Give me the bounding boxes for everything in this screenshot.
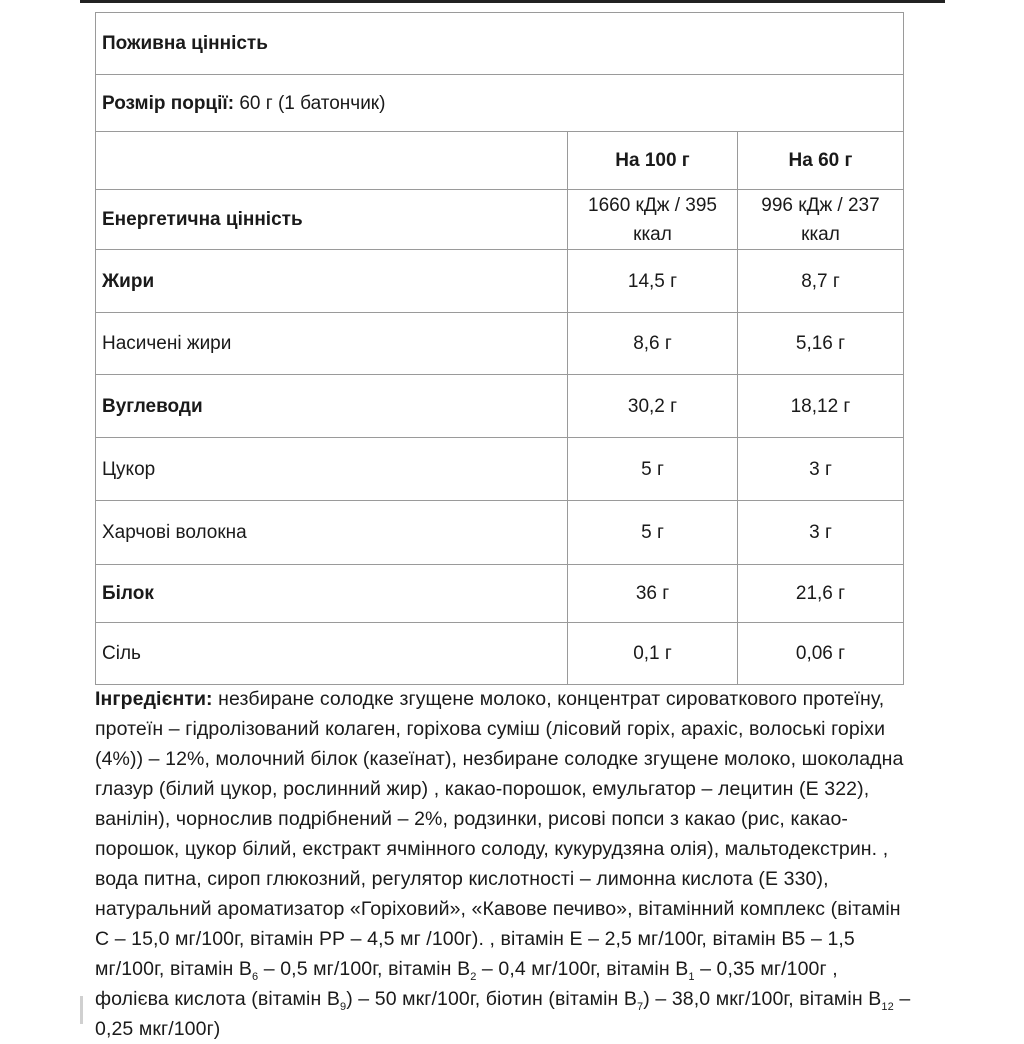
nutrient-per60: 3 г xyxy=(738,438,904,501)
ingredients-text xyxy=(95,684,915,1044)
nutrient-per60: 0,06 г xyxy=(738,623,904,685)
top-border xyxy=(80,0,945,3)
table-row xyxy=(96,623,904,685)
nutrient-per100: 30,2 г xyxy=(568,375,738,438)
nutrient-name: Вуглеводи xyxy=(96,375,568,438)
ingredients-part: – 0,4 мг/100г, вітамін В xyxy=(476,958,689,980)
nutrient-name: Харчові волокна xyxy=(96,501,568,565)
nutrient-per100: 36 г xyxy=(568,565,738,623)
serving-size xyxy=(96,75,904,132)
nutrient-per60: 18,12 г xyxy=(738,375,904,438)
subscript: 6 xyxy=(252,970,259,983)
table-row xyxy=(96,190,904,250)
ingredients-part: – 0,25 мкг/100г) xyxy=(95,988,911,1040)
serving-value: 60 г (1 батончик) xyxy=(234,92,386,114)
nutrient-per100: 5 г xyxy=(568,438,738,501)
nutrient-name: Сіль xyxy=(96,623,568,685)
header-per60: На 60 г xyxy=(738,132,904,190)
ingredients-part: незбиране солодке згущене молоко, концентрат сироваткового протеїну, протеїн – гідролізований колаген, горіхова суміш (лісовий горіх, арахіс, волоські горіхи (4%)) – 12%, молочний білок (казеїнат), незбиране солодке згущене молоко, шоколадна глазур (білий цукор, рослинний жир) , какао-порошок, емульгатор – лецитин (Е 322), ванілін), чорнослив подрібнений – 2%, родзинки, рисові попси з какао (рис, какао-порошок, цукор білий, екстракт ячмінного солоду, кукурудзяна олія), мальтодекстрин. , вода питна, сироп глюкозний, регулятор кислотності – лимонна кислота (Е 330), натуральний ароматизатор «Горіховий», «Кавове печиво», вітамінний комплекс (вітамін С – 15,0 мг/100г, вітамін РР – 4,5 мг /100г). , вітамін Е – 2,5 мг/100г, вітамін В5 – 1,5 мг/100г, вітамін В xyxy=(95,688,904,980)
subscript: 12 xyxy=(881,1000,894,1013)
nutrient-per60: 8,7 г xyxy=(738,250,904,313)
subscript: 9 xyxy=(339,1000,347,1013)
nutrient-name: Цукор xyxy=(96,438,568,501)
nutrient-name: Білок xyxy=(96,565,568,623)
nutrient-name: Енергетична цінність xyxy=(96,190,568,250)
serving-label: Розмір порції: xyxy=(102,92,235,114)
header-per100: На 100 г xyxy=(568,132,738,190)
nutrition-table xyxy=(95,12,904,685)
table-row xyxy=(96,438,904,501)
subscript: 7 xyxy=(637,1000,644,1013)
nutrient-per60: 996 кДж / 237 ккал xyxy=(738,190,904,250)
nutrient-per100: 5 г xyxy=(568,501,738,565)
nutrient-per100: 0,1 г xyxy=(568,623,738,685)
table-row xyxy=(96,313,904,375)
header-empty xyxy=(96,132,568,190)
nutrient-name: Насичені жири xyxy=(96,313,568,375)
nutrient-name: Жири xyxy=(96,250,568,313)
ingredients-part: – 0,35 мг/100г , фолієва кислота (вітамін В xyxy=(95,958,838,1010)
table-title-row xyxy=(96,13,904,75)
nutrient-per100: 8,6 г xyxy=(568,313,738,375)
nutrient-per100: 1660 кДж / 395 ккал xyxy=(568,190,738,250)
serving-row xyxy=(96,75,904,132)
table-row xyxy=(96,501,904,565)
nutrient-per100: 14,5 г xyxy=(568,250,738,313)
nutrient-per60: 5,16 г xyxy=(738,313,904,375)
nutrient-per60: 3 г xyxy=(738,501,904,565)
nutrient-per60: 21,6 г xyxy=(738,565,904,623)
subscript: 1 xyxy=(688,970,695,983)
ingredients-label: Інгредієнти: xyxy=(95,688,213,710)
table-row xyxy=(96,375,904,438)
ingredients-part: ) – 50 мкг/100г, біотин (вітамін В xyxy=(346,988,638,1010)
ingredients-part: ) – 38,0 мкг/100г, вітамін В xyxy=(643,988,882,1010)
subscript: 2 xyxy=(470,970,477,983)
ingredients-part: – 0,5 мг/100г, вітамін В xyxy=(258,958,471,980)
table-row xyxy=(96,565,904,623)
table-row xyxy=(96,250,904,313)
left-edge-bar xyxy=(80,996,83,1024)
table-title: Поживна цінність xyxy=(96,13,904,75)
header-row xyxy=(96,132,904,190)
